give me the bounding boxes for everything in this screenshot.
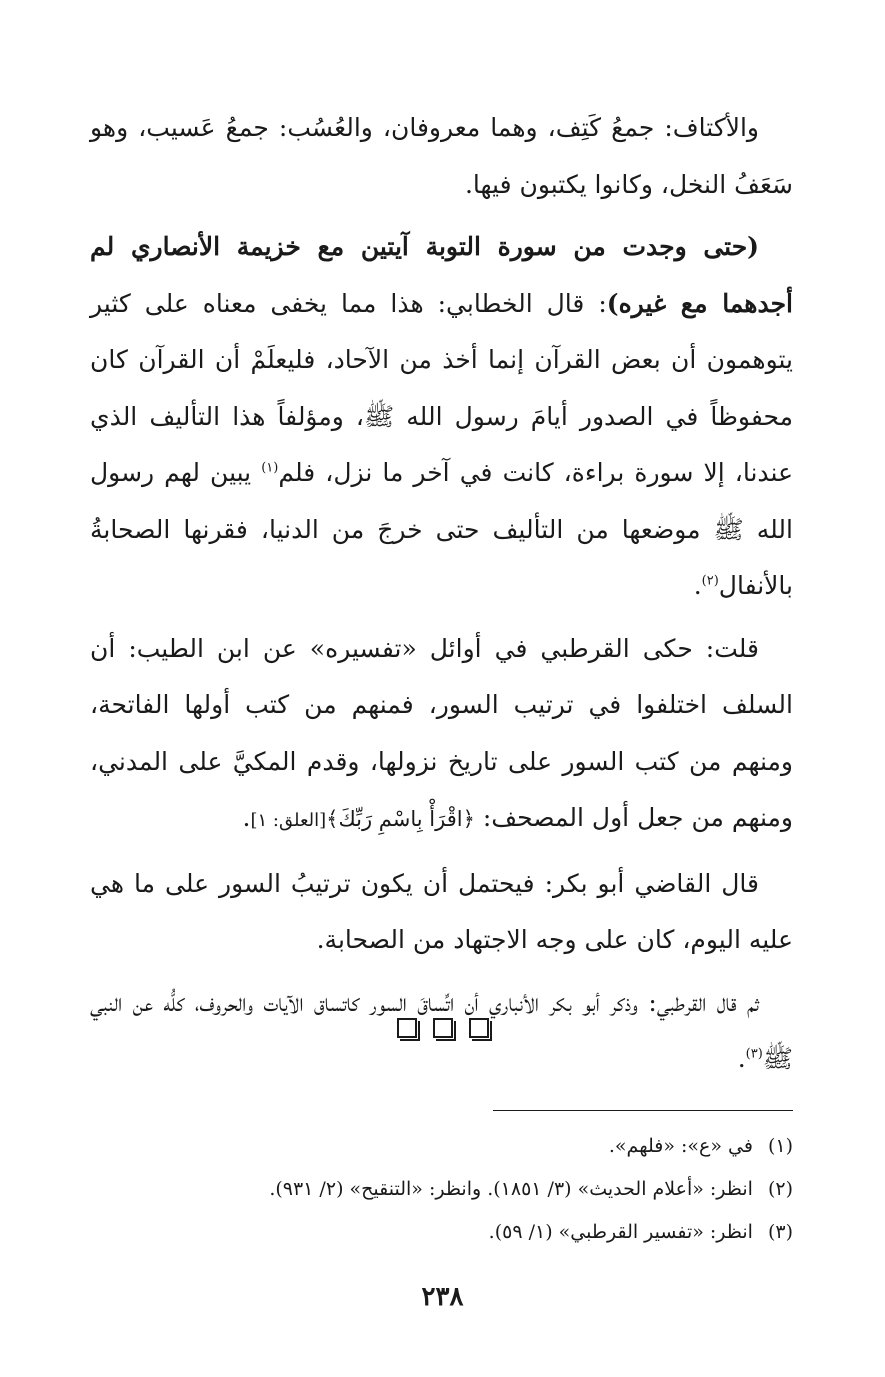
footnotes [90,1125,793,1254]
paragraph-5-text-a: ثم قال القرطبي: وذكر أبو بكر الأنباري أن اتِّساقَ السور كاتساق الآيات والحروف، كلُّه عن النبي ﷺ [90,987,793,1073]
paragraph-1 [90,100,793,213]
footnote-divider [493,1110,793,1111]
footnote-number: (١) [767,1135,793,1157]
footnote-text: انظر: «أعلام الحديث» (٣/ ١٨٥١). وانظر: «التنقيح» (٢/ ٩٣١). [269,1178,753,1200]
paragraph-3-text-a: قلت: حكى القرطبي في أوائل «تفسيره» عن ابن الطيب: أن السلف اختلفوا في ترتيب السور، فمنهم من كتب أولها الفاتحة، ومنهم من كتب السور على تاريخ نزولها، وقدم المكيَّ على المدني، ومنهم من جعل أول المصحف: [90,633,793,832]
main-text [90,100,793,1088]
section-separator [0,1018,885,1038]
footnote-marker-3[interactable]: (٣) [745,1046,763,1062]
square-ornament-icon [433,1018,453,1038]
hadith-quote: (حتى وجدت من سورة التوبة آيتين مع خزيمة الأنصاري لم أجدهما مع غيره) [90,232,794,318]
footnote-number: (٣) [767,1221,793,1243]
paragraph-2-text-a: : قال الخطابي: هذا مما يخفى معناه على كثير يتوهمون أن بعض القرآن إنما أخذ من الآحاد، فليعلَمْ أن القرآن كان محفوظاً في الصدور أيامَ رسول الله ﷺ، ومؤلفاً هذا التأليف الذي عندنا، إلا سورة براءة، كانت في آخر ما نزل، فلم [90,288,793,487]
footnote-3 [90,1211,793,1254]
footnote-2 [90,1168,793,1211]
quran-reference: [العلق: ١] [250,810,327,831]
footnote-number: (٢) [767,1178,793,1200]
square-ornament-icon [469,1018,489,1038]
quran-verse: ﴿اقْرَأْ بِاسْمِ رَبِّكَ﴾ [326,807,475,831]
footnote-marker-2[interactable]: (٢) [701,573,719,589]
footnote-text: في «ع»: «فلهم». [608,1135,753,1157]
paragraph-1-text: والأكتاف: جمعُ كَتِف، وهما معروفان، والعُسُب: جمعُ عَسيب، وهو سَعَفُ النخل، وكانوا يكتبون فيها. [90,113,793,199]
footnote-marker-1[interactable]: (١) [261,460,279,476]
footnote-text: انظر: «تفسير القرطبي» (١/ ٥٩). [488,1221,753,1243]
paragraph-3-text-b: . [242,803,251,832]
paragraph-2-text-b: يبين لهم رسول الله ﷺ موضعها من التأليف حتى خرجَ من الدنيا، فقرنها الصحابةُ بالأنفال [90,458,793,600]
paragraph-5-text-b: . [737,1044,746,1073]
square-ornament-icon [397,1018,417,1038]
paragraph-4-text: قال القاضي أبو بكر: فيحتمل أن يكون ترتيبُ السور على ما هي عليه اليوم، كان على وجه الاجتهاد من الصحابة. [90,868,793,954]
footnote-1 [90,1125,793,1168]
paragraph-3 [90,621,793,850]
page-number: ٢٣٨ [421,1282,464,1312]
paragraph-2-text-c: . [693,571,702,600]
paragraph-2 [90,219,793,615]
paragraph-4 [90,856,793,969]
